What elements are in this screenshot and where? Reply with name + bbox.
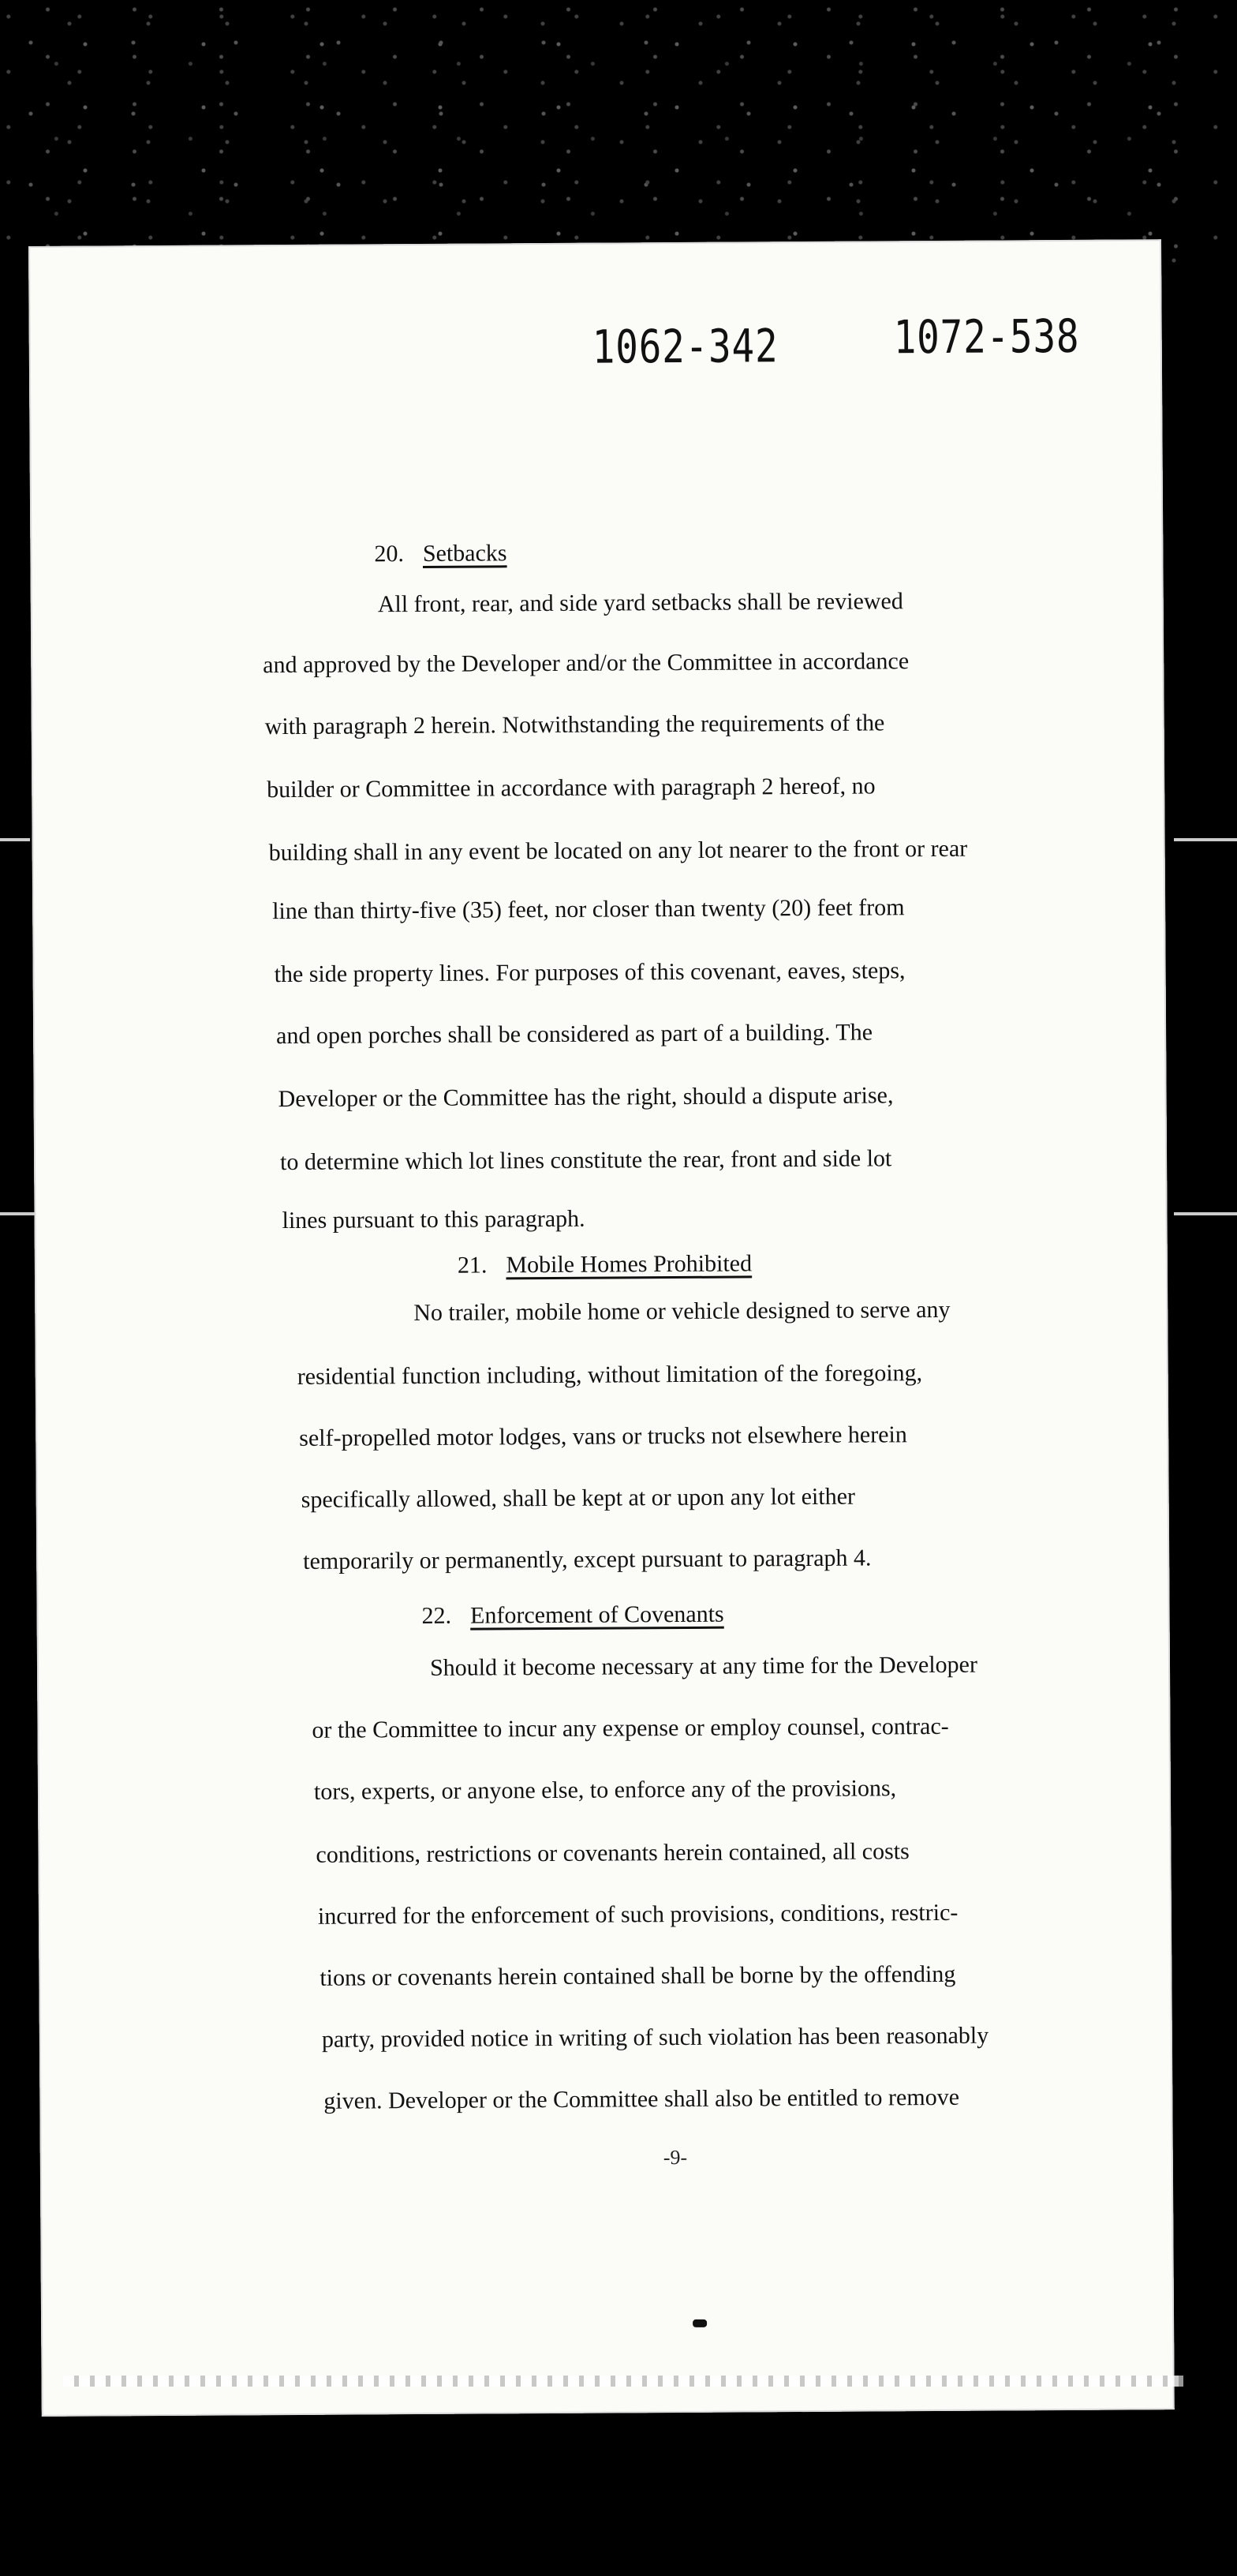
paragraph-line: conditions, restrictions or covenants herein contained, all costs xyxy=(316,1838,910,1868)
reference-number-block xyxy=(29,309,1163,387)
paragraph-line: and approved by the Developer and/or the Committee in accordance xyxy=(263,648,910,679)
paragraph-line: temporarily or permanently, except pursuant to paragraph 4. xyxy=(303,1544,872,1574)
paragraph-line: or the Committee to incur any expense or employ counsel, contrac- xyxy=(312,1713,949,1743)
scan-line xyxy=(0,1212,36,1215)
reference-number-right: 1072-538 xyxy=(893,309,1080,365)
page-bottom-edge xyxy=(63,2376,1183,2387)
reference-number-left: 1062-342 xyxy=(592,319,779,374)
paragraph-line: lines pursuant to this paragraph. xyxy=(282,1205,585,1234)
paragraph-line: the side property lines. For purposes of this covenant, eaves, steps, xyxy=(274,957,906,988)
paragraph-line: self-propelled motor lodges, vans or trucks not elsewhere herein xyxy=(299,1421,907,1451)
paragraph-line: party, provided notice in writing of such violation has been reasonably xyxy=(321,2022,989,2053)
page-number: -9- xyxy=(663,2145,688,2170)
section-title: Mobile Homes Prohibited xyxy=(506,1250,753,1279)
paragraph-line: tions or covenants herein contained shall be borne by the offending xyxy=(320,1960,956,1991)
section-heading-mobile-homes xyxy=(458,1250,752,1279)
paragraph-line: builder or Committee in accordance with paragraph 2 hereof, no xyxy=(267,773,876,803)
section-number: 22. xyxy=(421,1602,452,1629)
paragraph-line: line than thirty-five (35) feet, nor closer than twenty (20) feet from xyxy=(272,894,905,925)
paragraph-line: incurred for the enforcement of such provisions, conditions, restric- xyxy=(317,1899,959,1930)
document-page xyxy=(28,239,1175,2417)
section-number: 21. xyxy=(457,1252,488,1279)
scan-line xyxy=(1174,838,1237,841)
paragraph-line: No trailer, mobile home or vehicle designed to serve any xyxy=(413,1296,951,1327)
paragraph-line: Should it become necessary at any time for the Developer xyxy=(429,1651,978,1681)
scan-smudge xyxy=(693,2320,707,2327)
section-title: Enforcement of Covenants xyxy=(470,1601,724,1629)
section-title: Setbacks xyxy=(422,540,507,567)
paragraph-line: All front, rear, and side yard setbacks shall be reviewed xyxy=(377,588,903,618)
paragraph-line: with paragraph 2 herein. Notwithstanding the requirements of the xyxy=(264,710,885,740)
paragraph-line: specifically allowed, shall be kept at or upon any lot either xyxy=(301,1483,856,1513)
section-heading-setbacks xyxy=(374,540,506,567)
paragraph-line: given. Developer or the Committee shall also be entitled to remove xyxy=(323,2084,960,2114)
section-number: 20. xyxy=(374,541,404,567)
paragraph-line: tors, experts, or anyone else, to enforce any of the provisions, xyxy=(313,1775,897,1805)
scan-line xyxy=(1174,1212,1237,1215)
paragraph-line: to determine which lot lines constitute the rear, front and side lot xyxy=(279,1145,892,1176)
paragraph-line: Developer or the Committee has the right, should a dispute arise, xyxy=(278,1082,894,1113)
scan-line xyxy=(0,838,30,841)
paragraph-line: residential function including, without limitation of the foregoing, xyxy=(297,1360,923,1390)
paragraph-line: building shall in any event be located on any lot nearer to the front or rear xyxy=(268,835,968,867)
paragraph-line: and open porches shall be considered as part of a building. The xyxy=(276,1019,873,1050)
section-heading-enforcement xyxy=(422,1601,724,1630)
